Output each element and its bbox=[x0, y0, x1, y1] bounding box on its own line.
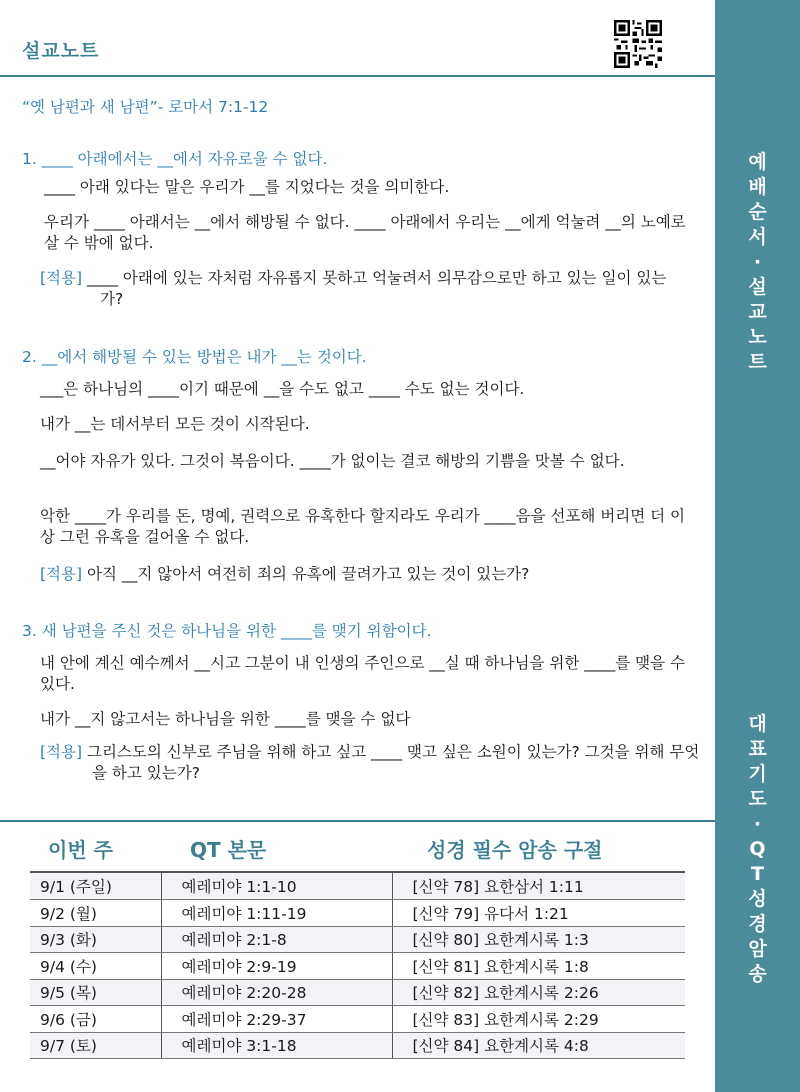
section-2-line-3: __어야 자유가 있다. 그것이 복음이다. ____가 없이는 결코 해방의 기쁨을 맛볼 수 없다. bbox=[40, 452, 625, 470]
apply-text: 아직 __지 않아서 여전히 죄의 유혹에 끌려가고 있는 것이 있는가? bbox=[86, 565, 530, 583]
qt-cell: 예레미야 2:20-28 bbox=[161, 979, 392, 1006]
table-row bbox=[30, 873, 685, 900]
qt-cell: 예레미야 3:1-18 bbox=[161, 1032, 392, 1059]
apply-label: [적용] bbox=[40, 565, 83, 583]
date-cell: 9/7 (토) bbox=[30, 1032, 161, 1059]
verse-cell: [신약 79] 유다서 1:21 bbox=[392, 900, 685, 927]
apply-text: 그리스도의 신부로 주님을 위해 하고 싶고 ____ 맺고 싶은 소원이 있는가? 그것을 위해 무엇을 하고 있는가? bbox=[86, 743, 700, 782]
date-cell: 9/4 (수) bbox=[30, 953, 161, 980]
section-2-heading: 2. __에서 해방될 수 있는 방법은 내가 __는 것이다. bbox=[22, 348, 367, 366]
section-1-apply bbox=[40, 268, 680, 310]
section-3-line-2: 내가 __지 않고서는 하나님을 위한 ____를 맺을 수 없다 bbox=[40, 710, 411, 728]
schedule-header-week: 이번 주 bbox=[48, 838, 113, 862]
schedule-table bbox=[30, 873, 685, 1059]
section-2-line-2: 내가 __는 데서부터 모든 것이 시작된다. bbox=[40, 415, 310, 433]
qt-cell: 예레미야 1:1-10 bbox=[161, 873, 392, 900]
section-1-line-1: ____ 아래 있다는 말은 우리가 __를 지었다는 것을 의미한다. bbox=[44, 178, 450, 196]
qt-cell: 예레미야 2:9-19 bbox=[161, 953, 392, 980]
table-row bbox=[30, 953, 685, 980]
verse-cell: [신약 81] 요한계시록 1:8 bbox=[392, 953, 685, 980]
table-row bbox=[30, 926, 685, 953]
apply-text: ____ 아래에 있는 자처럼 자유롭지 못하고 억눌려서 의무감으로만 하고 있는 일이 있는가? bbox=[86, 269, 667, 308]
verse-cell: [신약 82] 요한계시록 2:26 bbox=[392, 979, 685, 1006]
side-band bbox=[715, 0, 800, 1092]
section-2-line-4: 악한 ____가 우리를 돈, 명예, 권력으로 유혹한다 할지라도 우리가 ____음을 선포해 버리면 더 이상 그런 유혹을 걸어올 수 없다. bbox=[40, 507, 685, 546]
verse-cell: [신약 83] 요한계시록 2:29 bbox=[392, 1006, 685, 1033]
section-2-line-1: ___은 하나님의 ____이기 때문에 __을 수도 없고 ____ 수도 없는 것이다. bbox=[40, 380, 525, 398]
qt-cell: 예레미야 1:11-19 bbox=[161, 900, 392, 927]
section-1-line-2: 우리가 ____ 아래서는 __에서 해방될 수 없다. ____ 아래에서 우리는 __에게 억눌려 __의 노예로 살 수 밖에 없다. bbox=[44, 213, 686, 252]
section-2-apply bbox=[40, 564, 690, 585]
verse-cell: [신약 78] 요한삼서 1:11 bbox=[392, 873, 685, 900]
date-cell: 9/5 (목) bbox=[30, 979, 161, 1006]
side-label-top: 예 배 순 서 · 설 교 노 트 bbox=[748, 151, 767, 373]
table-row bbox=[30, 1032, 685, 1059]
sermon-title: “옛 남편과 새 남편”- 로마서 7:1-12 bbox=[22, 98, 269, 116]
section-3-apply bbox=[40, 742, 702, 784]
section-1-heading: 1. ____ 아래에서는 __에서 자유로울 수 없다. bbox=[22, 150, 328, 168]
qt-cell: 예레미야 2:1-8 bbox=[161, 926, 392, 953]
date-cell: 9/6 (금) bbox=[30, 1006, 161, 1033]
date-cell: 9/1 (주일) bbox=[30, 873, 161, 900]
table-row bbox=[30, 1006, 685, 1033]
page-title: 설교노트 bbox=[22, 40, 100, 62]
header-rule bbox=[0, 75, 715, 77]
verse-cell: [신약 80] 요한계시록 1:3 bbox=[392, 926, 685, 953]
schedule-header-verse: 성경 필수 암송 구절 bbox=[427, 838, 603, 862]
schedule-rule bbox=[0, 820, 715, 822]
table-row bbox=[30, 979, 685, 1006]
date-cell: 9/3 (화) bbox=[30, 926, 161, 953]
apply-label: [적용] bbox=[40, 269, 83, 287]
qt-cell: 예레미야 2:29-37 bbox=[161, 1006, 392, 1033]
section-3-heading: 3. 새 남편을 주신 것은 하나님을 위한 ____를 맺기 위함이다. bbox=[22, 622, 432, 640]
date-cell: 9/2 (월) bbox=[30, 900, 161, 927]
qr-code-icon[interactable] bbox=[614, 20, 662, 68]
side-label-bottom: 대 표 기 도 · Q T 성 경 암 송 bbox=[748, 713, 767, 985]
schedule-header-qt: QT 본문 bbox=[190, 838, 267, 862]
apply-label: [적용] bbox=[40, 743, 83, 761]
verse-cell: [신약 84] 요한계시록 4:8 bbox=[392, 1032, 685, 1059]
section-3-line-1: 내 안에 계신 예수께서 __시고 그분이 내 인생의 주인으로 __실 때 하나님을 위한 ____를 맺을 수 있다. bbox=[40, 654, 685, 693]
table-row bbox=[30, 900, 685, 927]
